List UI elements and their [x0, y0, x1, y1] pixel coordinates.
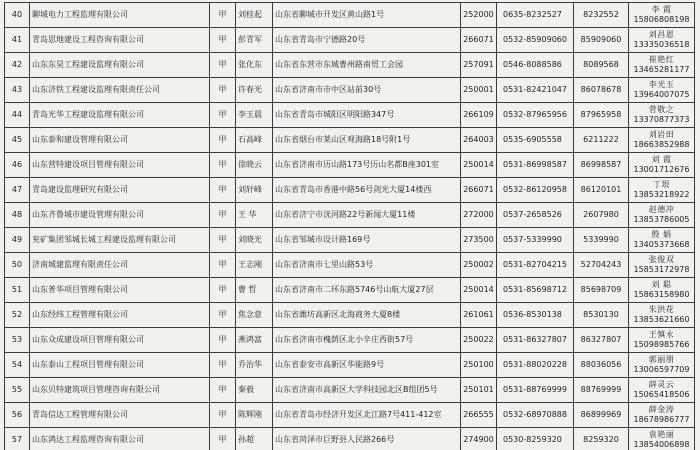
row-number: 53 — [5, 328, 30, 353]
postal-code: 252000 — [461, 3, 497, 28]
contact-person: 袁艳丽 — [648, 430, 675, 439]
table-row — [5, 303, 695, 328]
postal-code: 250014 — [461, 278, 497, 303]
company-address: 山东省东营市东城曹州路南贸工会园 — [273, 53, 461, 78]
fax-number: 8530130 — [574, 303, 629, 328]
postal-code: 250022 — [461, 328, 497, 353]
table-row — [5, 378, 695, 403]
table-row — [5, 28, 695, 53]
phone-number: 0530-8259320 — [497, 428, 574, 450]
contact-cell — [629, 353, 695, 378]
row-number: 48 — [5, 203, 30, 228]
contact-mobile: 13001712676 — [633, 165, 690, 174]
contact-mobile: 13853786005 — [633, 215, 690, 224]
contact-person: 李 霞 — [651, 5, 672, 14]
company-name: 山东营特建设项目管理有限公司 — [30, 153, 210, 178]
company-address: 山东省济南市市中区站前30号 — [273, 78, 461, 103]
legal-representative: 曹 哲 — [236, 278, 273, 303]
postal-code: 250001 — [461, 78, 497, 103]
contact-cell — [629, 303, 695, 328]
postal-code: 273500 — [461, 228, 497, 253]
contact-cell — [629, 53, 695, 78]
fax-number: 86078678 — [574, 78, 629, 103]
row-number: 50 — [5, 253, 30, 278]
fax-number: 88769999 — [574, 378, 629, 403]
contact-person: 薛金涛 — [648, 405, 675, 414]
contact-person: 刘 聪 — [651, 280, 672, 289]
table-row — [5, 228, 695, 253]
table-row — [5, 153, 695, 178]
row-number: 45 — [5, 128, 30, 153]
contact-mobile: 13465281177 — [633, 65, 690, 74]
contact-mobile: 15853172978 — [633, 265, 690, 274]
phone-number: 0635-8232527 — [497, 3, 574, 28]
postal-code: 250101 — [461, 378, 497, 403]
company-name: 山东贝特建筑项目管理咨询有限公司 — [30, 378, 210, 403]
postal-code: 250014 — [461, 153, 497, 178]
contact-mobile: 13405373668 — [633, 240, 690, 249]
contact-cell — [629, 228, 695, 253]
qualification-grade: 甲 — [210, 278, 236, 303]
contact-person: 殷 娟 — [651, 230, 672, 239]
row-number: 49 — [5, 228, 30, 253]
legal-representative: 孙超 — [236, 428, 273, 450]
contact-person: 丁垠 — [653, 180, 670, 189]
company-address: 山东省菏泽市巨野县人民路266号 — [273, 428, 461, 450]
company-address: 山东省济宁市洸河路22号新闻大厦11楼 — [273, 203, 461, 228]
legal-representative: 燕鸿富 — [236, 328, 273, 353]
qualification-grade: 甲 — [210, 403, 236, 428]
contact-cell — [629, 178, 695, 203]
contact-person: 崔艳红 — [648, 55, 675, 64]
contact-person: 李光玉 — [648, 80, 675, 89]
contact-mobile: 15098985766 — [633, 340, 690, 349]
row-number: 42 — [5, 53, 30, 78]
legal-representative: 陈辉刚 — [236, 403, 273, 428]
fax-number: 52704243 — [574, 253, 629, 278]
contact-person: 菅敬之 — [648, 105, 675, 114]
row-number: 56 — [5, 403, 30, 428]
contact-mobile: 13964007075 — [633, 90, 690, 99]
company-address: 山东省烟台市莱山区观海路18号附1号 — [273, 128, 461, 153]
phone-number: 0531-88020228 — [497, 353, 574, 378]
qualification-grade: 甲 — [210, 328, 236, 353]
postal-code: 250002 — [461, 253, 497, 278]
postal-code: 274900 — [461, 428, 497, 450]
legal-representative: 许春光 — [236, 78, 273, 103]
company-address: 山东省聊城市开发区黄山路1号 — [273, 3, 461, 28]
fax-number: 6211222 — [574, 128, 629, 153]
fax-number: 85698709 — [574, 278, 629, 303]
company-name: 山东泰和建设管理有限公司 — [30, 128, 210, 153]
fax-number: 85909060 — [574, 28, 629, 53]
qualification-grade: 甲 — [210, 228, 236, 253]
contact-cell — [629, 103, 695, 128]
postal-code: 266555 — [461, 403, 497, 428]
phone-number: 0532-86120958 — [497, 178, 574, 203]
contact-person: 王慎永 — [648, 330, 675, 339]
postal-code: 266071 — [461, 178, 497, 203]
qualification-grade: 甲 — [210, 178, 236, 203]
qualification-grade: 甲 — [210, 28, 236, 53]
contact-mobile: 13006597709 — [633, 365, 690, 374]
contact-cell — [629, 128, 695, 153]
fax-number: 86899969 — [574, 403, 629, 428]
row-number: 55 — [5, 378, 30, 403]
phone-number: 0537-2658526 — [497, 203, 574, 228]
contact-person: 刘岩田 — [648, 130, 675, 139]
qualification-grade: 甲 — [210, 428, 236, 450]
contact-mobile: 13370877373 — [633, 115, 690, 124]
company-address: 山东省济南市二环东路5746号山航大厦27层 — [273, 278, 461, 303]
contact-cell — [629, 378, 695, 403]
company-name: 青岛思地建设工程咨询有限公司 — [30, 28, 210, 53]
phone-number: 0531-86998587 — [497, 153, 574, 178]
qualification-grade: 甲 — [210, 378, 236, 403]
row-number: 44 — [5, 103, 30, 128]
postal-code: 261061 — [461, 303, 497, 328]
table-row — [5, 353, 695, 378]
legal-representative: 张化东 — [236, 53, 273, 78]
qualification-grade: 甲 — [210, 253, 236, 278]
company-name: 山东鸿达工程监理咨询有限公司 — [30, 428, 210, 450]
legal-representative: 彭青军 — [236, 28, 273, 53]
legal-representative: 李玉晨 — [236, 103, 273, 128]
company-name: 山东普华项目管理有限公司 — [30, 278, 210, 303]
company-name: 青岛建设监理研究有限公司 — [30, 178, 210, 203]
phone-number: 0536-8530138 — [497, 303, 574, 328]
table-row — [5, 278, 695, 303]
table-row — [5, 128, 695, 153]
phone-number: 0531-86327807 — [497, 328, 574, 353]
fax-number: 5339990 — [574, 228, 629, 253]
phone-number: 0532-87965956 — [497, 103, 574, 128]
legal-representative: 秦毅 — [236, 378, 273, 403]
contact-person: 薛灵云 — [648, 380, 675, 389]
fax-number: 87965958 — [574, 103, 629, 128]
postal-code: 250100 — [461, 353, 497, 378]
contact-cell — [629, 328, 695, 353]
phone-number: 0531-85698712 — [497, 278, 574, 303]
row-number: 52 — [5, 303, 30, 328]
contact-person: 张俊双 — [648, 255, 675, 264]
table-body — [5, 3, 695, 450]
qualification-grade: 甲 — [210, 203, 236, 228]
qualification-grade: 甲 — [210, 128, 236, 153]
contact-cell — [629, 428, 695, 450]
company-address: 山东省济南市历山路173号历山名都B座301室 — [273, 153, 461, 178]
table-row — [5, 3, 695, 28]
legal-representative: 刘晓光 — [236, 228, 273, 253]
fax-number: 86120101 — [574, 178, 629, 203]
legal-representative: 石高峰 — [236, 128, 273, 153]
table-row — [5, 103, 695, 128]
table-row — [5, 78, 695, 103]
company-address: 山东省青岛市城阳区明阳路347号 — [273, 103, 461, 128]
row-number: 51 — [5, 278, 30, 303]
fax-number: 8089568 — [574, 53, 629, 78]
contact-cell — [629, 3, 695, 28]
row-number: 40 — [5, 3, 30, 28]
contact-mobile: 15806808198 — [633, 15, 690, 24]
contact-person: 朱洪花 — [648, 305, 675, 314]
contact-mobile: 13853621660 — [633, 315, 690, 324]
postal-code: 266071 — [461, 28, 497, 53]
contact-mobile: 13853218922 — [633, 190, 690, 199]
contact-mobile: 15065418506 — [633, 390, 690, 399]
company-address: 山东省青岛市香港中路56号剑光大厦14楼西 — [273, 178, 461, 203]
company-name: 兖矿集团邹城长城工程建设监理有限公司 — [30, 228, 210, 253]
fax-number: 2607980 — [574, 203, 629, 228]
table-row — [5, 178, 695, 203]
company-name: 山东经纬工程管理有限公司 — [30, 303, 210, 328]
phone-number: 0532-68970888 — [497, 403, 574, 428]
company-address: 山东省青岛市宁德路20号 — [273, 28, 461, 53]
postal-code: 264003 — [461, 128, 497, 153]
company-address: 山东省济南市高新区大学科技园北区B组团5号 — [273, 378, 461, 403]
company-name: 山东齐鲁城市建设管理有限公司 — [30, 203, 210, 228]
row-number: 57 — [5, 428, 30, 450]
contact-cell — [629, 28, 695, 53]
postal-code: 266109 — [461, 103, 497, 128]
contact-person: 郭丽朋 — [648, 355, 675, 364]
company-name: 青岛光华工程建设监理有限公司 — [30, 103, 210, 128]
contact-cell — [629, 78, 695, 103]
company-name: 青岛信达工程管理有限公司 — [30, 403, 210, 428]
contact-person: 刘 霞 — [651, 155, 672, 164]
company-name: 山东济铁工程建设监理有限责任公司 — [30, 78, 210, 103]
phone-number: 0531-82704215 — [497, 253, 574, 278]
fax-number: 88036056 — [574, 353, 629, 378]
row-number: 43 — [5, 78, 30, 103]
postal-code: 272000 — [461, 203, 497, 228]
phone-number: 0532-85909060 — [497, 28, 574, 53]
fax-number: 86327807 — [574, 328, 629, 353]
company-name: 山东众成建设项目管理有限公司 — [30, 328, 210, 353]
contact-mobile: 13854006898 — [633, 440, 690, 449]
company-address: 山东省青岛市经济开发区北江路7号411-412室 — [273, 403, 461, 428]
qualification-grade: 甲 — [210, 353, 236, 378]
row-number: 47 — [5, 178, 30, 203]
table-row — [5, 428, 695, 450]
legal-representative: 王 华 — [236, 203, 273, 228]
company-address: 山东省潍坊高新区北海商务大厦8楼 — [273, 303, 461, 328]
contact-person: 刘昌恩 — [648, 30, 675, 39]
table-row — [5, 53, 695, 78]
table-row — [5, 203, 695, 228]
legal-representative: 王志刚 — [236, 253, 273, 278]
company-address: 山东省泰安市高新区华能路9号 — [273, 353, 461, 378]
phone-number: 0531-88769999 — [497, 378, 574, 403]
row-number: 54 — [5, 353, 30, 378]
phone-number: 0535-6905558 — [497, 128, 574, 153]
company-name: 济南城建监理有限责任公司 — [30, 253, 210, 278]
qualification-grade: 甲 — [210, 78, 236, 103]
qualification-grade: 甲 — [210, 53, 236, 78]
row-number: 46 — [5, 153, 30, 178]
legal-representative: 刘桂起 — [236, 3, 273, 28]
contact-person: 赵德冲 — [648, 205, 675, 214]
qualification-grade: 甲 — [210, 103, 236, 128]
table-row — [5, 253, 695, 278]
legal-representative: 乔治华 — [236, 353, 273, 378]
qualification-grade: 甲 — [210, 3, 236, 28]
row-number: 41 — [5, 28, 30, 53]
company-name: 聊城电力工程监理有限公司 — [30, 3, 210, 28]
contact-cell — [629, 253, 695, 278]
legal-representative: 刘轩峰 — [236, 178, 273, 203]
contact-cell — [629, 278, 695, 303]
company-name: 山东泰山工程项目管理有限公司 — [30, 353, 210, 378]
fax-number: 8232552 — [574, 3, 629, 28]
contact-mobile: 13335036518 — [633, 40, 690, 49]
company-address: 山东省济南市七里山路53号 — [273, 253, 461, 278]
company-table — [4, 2, 695, 450]
qualification-grade: 甲 — [210, 303, 236, 328]
company-address: 山东省济南市槐荫区北小辛庄西街57号 — [273, 328, 461, 353]
contact-cell — [629, 403, 695, 428]
contact-cell — [629, 203, 695, 228]
legal-representative: 焦念意 — [236, 303, 273, 328]
qualification-grade: 甲 — [210, 153, 236, 178]
table-row — [5, 403, 695, 428]
postal-code: 257091 — [461, 53, 497, 78]
contact-cell — [629, 153, 695, 178]
fax-number: 86998587 — [574, 153, 629, 178]
table-row — [5, 328, 695, 353]
phone-number: 0546-8088586 — [497, 53, 574, 78]
phone-number: 0531-82421047 — [497, 78, 574, 103]
contact-mobile: 18663852988 — [633, 140, 690, 149]
phone-number: 0537-5339990 — [497, 228, 574, 253]
legal-representative: 徐晓云 — [236, 153, 273, 178]
company-name: 山东东昊工程建设监理有限公司 — [30, 53, 210, 78]
fax-number: 8259320 — [574, 428, 629, 450]
company-address: 山东省邹城市设计路169号 — [273, 228, 461, 253]
contact-mobile: 18678986777 — [633, 415, 690, 424]
contact-mobile: 15863158980 — [633, 290, 690, 299]
